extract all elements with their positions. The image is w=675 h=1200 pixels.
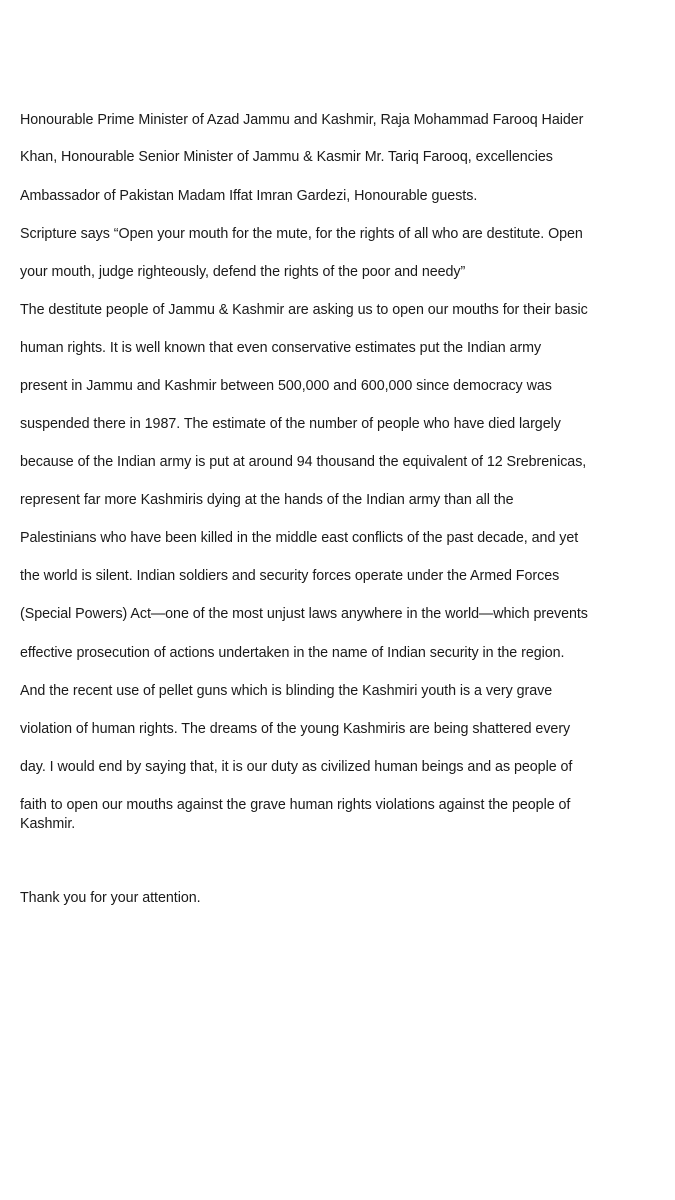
body-line-12: Palestinians who have been killed in the middle east conflicts of the past decade, and yet xyxy=(20,530,579,546)
body-line-20: Kashmir. xyxy=(20,816,76,832)
body-line-16: And the recent use of pellet guns which is blinding the Kashmiri youth is a very grave xyxy=(20,683,553,699)
body-line-5: your mouth, judge righteously, defend the rights of the poor and needy” xyxy=(20,264,466,280)
body-line-6: The destitute people of Jammu & Kashmir are asking us to open our mouths for their basic xyxy=(20,302,588,318)
body-line-8: present in Jammu and Kashmir between 500,000 and 600,000 since democracy was xyxy=(20,378,552,394)
body-line-15: effective prosecution of actions undertaken in the name of Indian security in the region. xyxy=(20,645,565,661)
body-line-18: day. I would end by saying that, it is our duty as civilized human beings and as people of xyxy=(20,759,573,775)
closing-line: Thank you for your attention. xyxy=(20,890,201,906)
body-line-14: (Special Powers) Act—one of the most unjust laws anywhere in the world—which prevents xyxy=(20,606,588,622)
body-line-17: violation of human rights. The dreams of the young Kashmiris are being shattered every xyxy=(20,721,571,737)
body-line-2: Khan, Honourable Senior Minister of Jammu & Kasmir Mr. Tariq Farooq, excellencies xyxy=(20,149,553,165)
body-line-4: Scripture says “Open your mouth for the mute, for the rights of all who are destitute. Open xyxy=(20,226,583,242)
body-line-13: the world is silent. Indian soldiers and security forces operate under the Armed Forces xyxy=(20,568,560,584)
body-line-1: Honourable Prime Minister of Azad Jammu and Kashmir, Raja Mohammad Farooq Haider xyxy=(20,112,584,128)
body-line-11: represent far more Kashmiris dying at the hands of the Indian army than all the xyxy=(20,492,514,508)
body-line-9: suspended there in 1987. The estimate of the number of people who have died largely xyxy=(20,416,561,432)
body-line-3: Ambassador of Pakistan Madam Iffat Imran Gardezi, Honourable guests. xyxy=(20,188,478,204)
body-line-7: human rights. It is well known that even conservative estimates put the Indian army xyxy=(20,340,542,356)
body-line-19: faith to open our mouths against the grave human rights violations against the people of xyxy=(20,797,571,813)
body-line-10: because of the Indian army is put at around 94 thousand the equivalent of 12 Srebrenicas, xyxy=(20,454,587,470)
